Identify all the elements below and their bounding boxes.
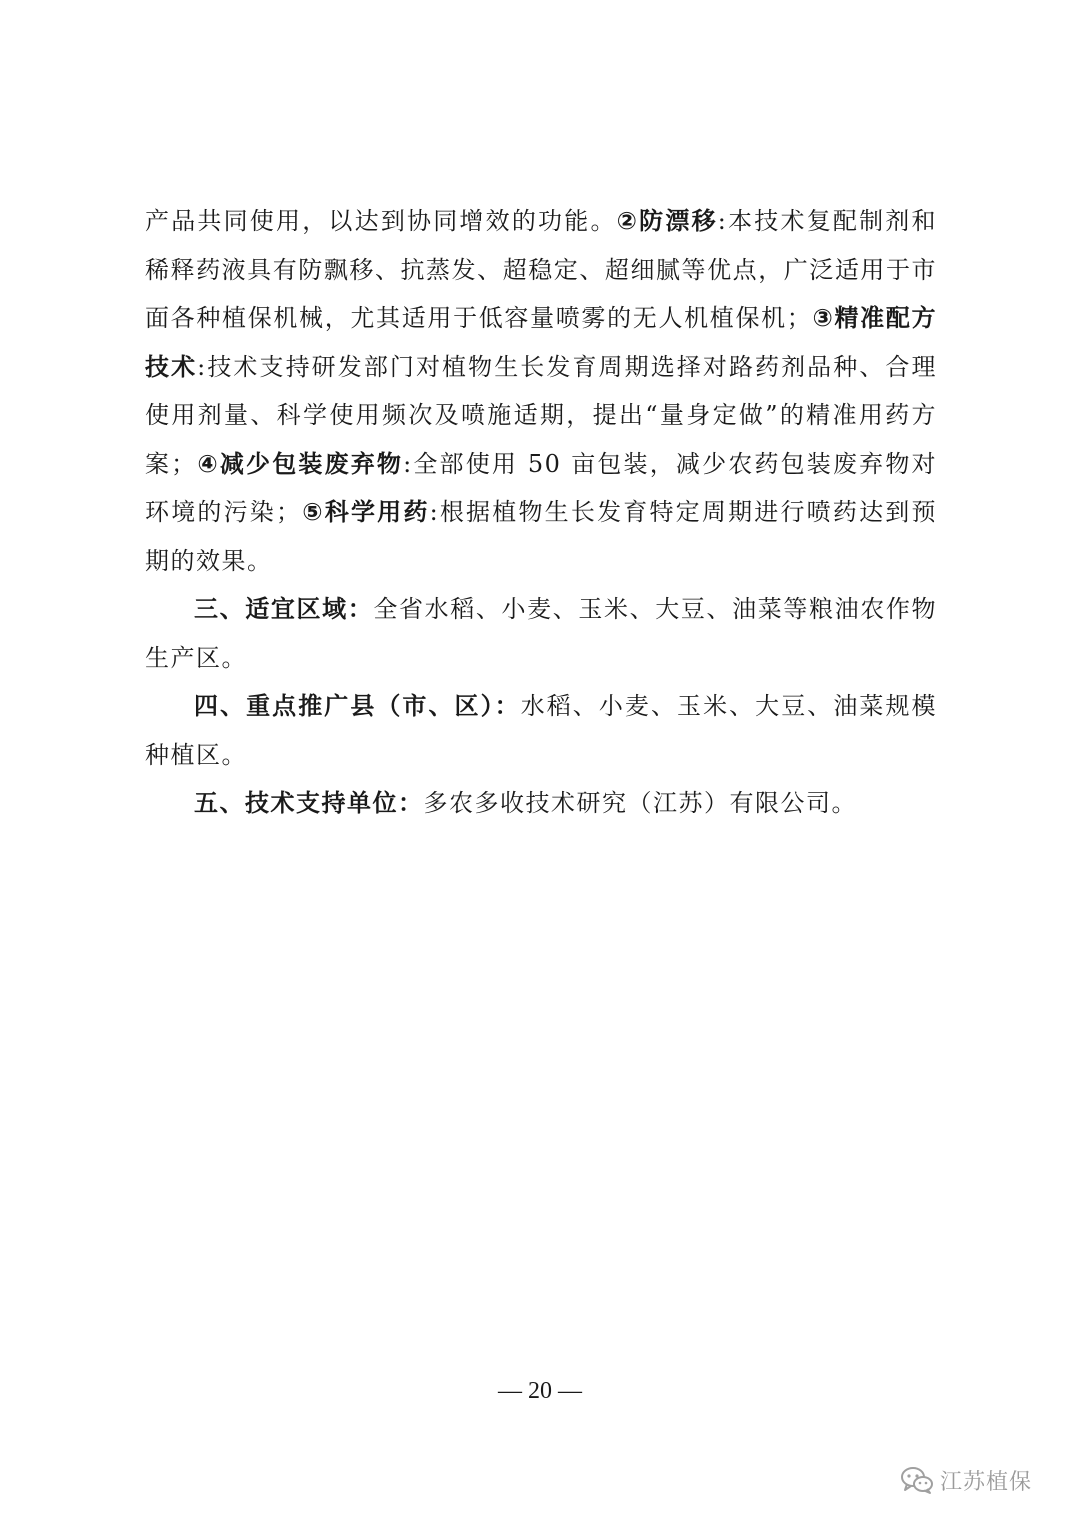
keyword-scientific-use: ⑤科学用药	[301, 498, 430, 526]
section-suitable-area	[145, 585, 937, 682]
section-heading: 四、重点推广县（市、区）：	[194, 692, 521, 720]
watermark-text: 江苏植保	[940, 1469, 1033, 1495]
keyword-anti-drift: ②防漂移	[616, 207, 718, 235]
section-heading: 三、适宜区域：	[194, 595, 374, 623]
paragraph-benefits	[145, 197, 937, 585]
keyword-precise-formula: ③精准配方技术	[145, 304, 937, 381]
paragraph-text: :根据植物生长发育特定周期进行喷药达到预期的效果。	[145, 498, 937, 575]
section-text: 多农多收技术研究（江苏）有限公司。	[423, 789, 857, 817]
section-text: 全省水稻、小麦、玉米、大豆、油菜等粮油农作物生产区。	[145, 595, 937, 672]
paragraph-text: :本技术复配制剂和稀释药液具有防飘移、抗蒸发、超稳定、超细腻等优点，广泛适用于市面各种植保机械，尤其适用于低容量喷雾的无人机植保机；	[145, 207, 938, 332]
paragraph-text: :技术支持研发部门对植物生长发育周期选择对路药剂品种、合理使用剂量、科学使用频次及喷施适期，提出“量身定做”的精准用药方案；	[145, 352, 938, 478]
section-support-unit	[145, 779, 937, 828]
document-body	[145, 197, 937, 828]
section-text: 水稻、小麦、玉米、大豆、油菜规模种植区。	[145, 692, 938, 769]
paragraph-text: 产品共同使用，以达到协同增效的功能。	[145, 207, 617, 235]
paragraph-text: :全部使用 50 亩包装，减少农药包装废弃物对环境的污染；	[145, 449, 937, 526]
wechat-icon	[900, 1465, 934, 1495]
section-heading: 五、技术支持单位：	[194, 789, 424, 817]
section-key-counties	[145, 682, 937, 779]
page-number: — 20 —	[498, 1378, 582, 1404]
keyword-reduce-packaging: ④减少包装废弃物	[196, 449, 404, 478]
watermark	[900, 1460, 1032, 1500]
